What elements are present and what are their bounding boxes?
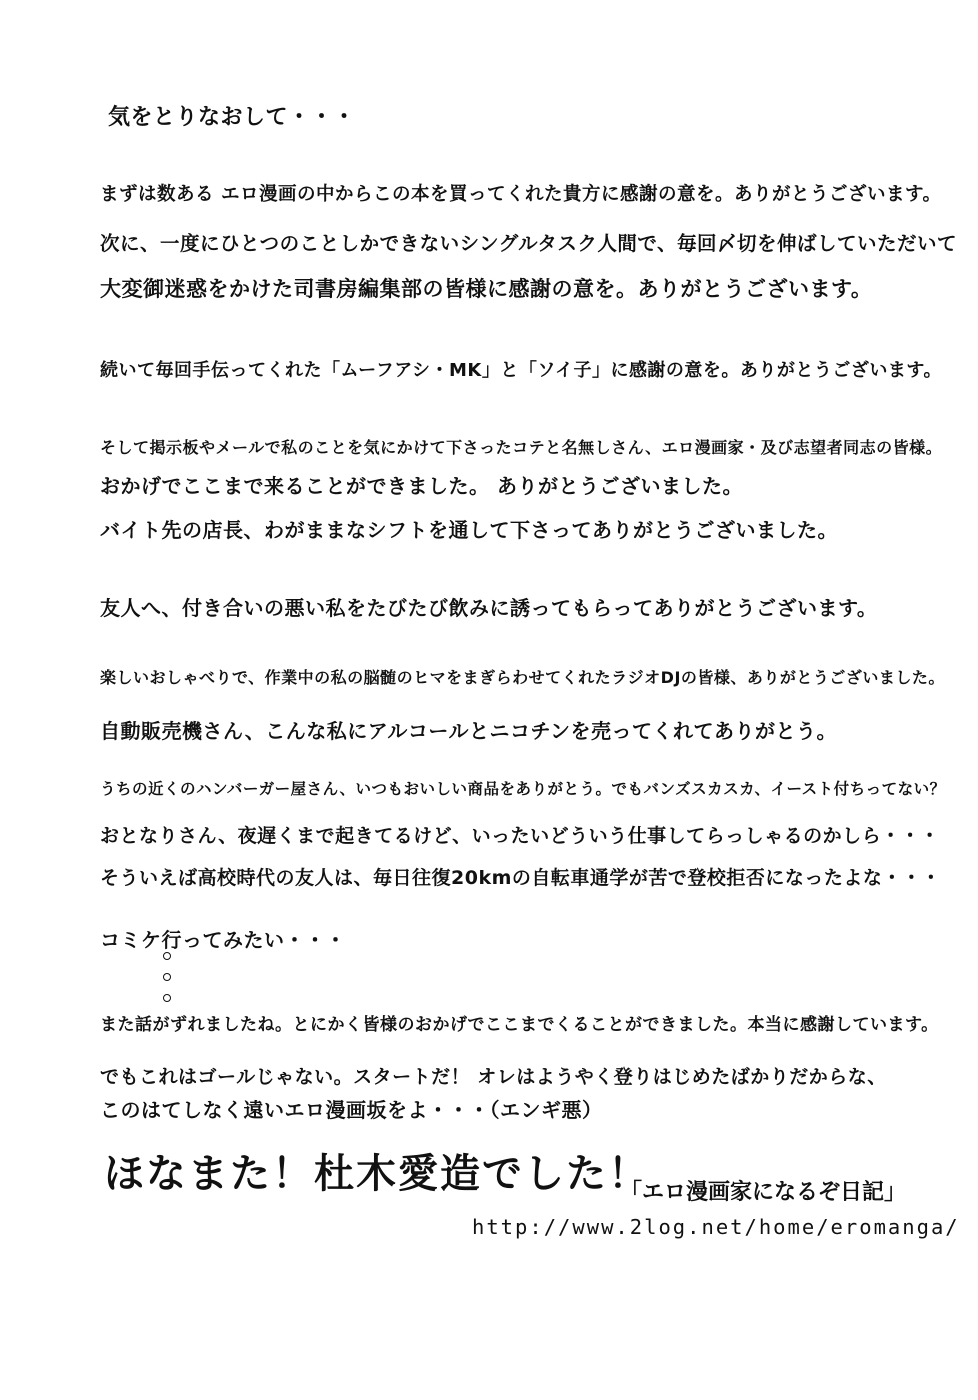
letter-line: 続いて毎回手伝ってくれた「ムーフアシ・MK」と「ソイ子」に感謝の意を。ありがとうございます。	[100, 360, 942, 381]
letter-line: おとなりさん、夜遅くまで起きてるけど、いったいどういう仕事してらっしゃるのかしら・・・	[100, 825, 940, 847]
letter-line: 次に、一度にひとつのことしかできないシングルタスク人間で、毎回〆切を伸ばしていただいて	[100, 232, 957, 255]
letter-line: うちの近くのハンバーガー屋さん、いつもおいしい商品をありがとう。でもバンズスカスカ、イースト付ちってない？	[100, 780, 946, 798]
ellipsis-dot	[163, 952, 171, 960]
letter-line: まずは数ある エロ漫画の中からこの本を買ってくれた貴方に感謝の意を。ありがとうございます。	[100, 184, 942, 205]
letter-line: でもこれはゴールじゃない。スタートだ！ オレはようやく登りはじめたばかりだからな、	[100, 1066, 887, 1088]
letter-line: コミケ行ってみたい・・・	[100, 928, 346, 952]
letter-line: そういえば高校時代の友人は、毎日往復20kmの自転車通学が苦で登校拒否になったよな・・・	[100, 867, 941, 889]
ellipsis-dot	[163, 994, 171, 1002]
letter-line: このはてしなく遠いエロ漫画坂をよ・・・（エンギ悪）	[100, 1098, 603, 1122]
letter-line: 大変御迷惑をかけた司書房編集部の皆様に感謝の意を。ありがとうございます。	[100, 277, 873, 301]
letter-line: 自動販売機さん、こんな私にアルコールとニコチンを売ってくれてありがとう。	[100, 719, 837, 743]
ellipsis-dot	[163, 973, 171, 981]
letter-line: そして掲示板やメールで私のことを気にかけて下さったコテと名無しさん、エロ漫画家・及び志望者同志の皆様。	[100, 438, 943, 457]
letter-line: また話がずれましたね。とにかく皆様のおかげでここまでくることができました。本当に感謝しています。	[100, 1015, 939, 1035]
opening-line: 気をとりなおして・・・	[108, 105, 356, 130]
letter-line: 楽しいおしゃべりで、作業中の私の脳髄のヒマをまぎらわせてくれたラジオDJの皆様、ありがとうございました。	[100, 668, 945, 687]
letter-line: 友人へ、付き合いの悪い私をたびたび飲みに誘ってもらってありがとうございます。	[100, 596, 878, 620]
letter-line: おかげでここまで来ることができました。 ありがとうございました。	[100, 474, 743, 498]
letter-line: バイト先の店長、わがままなシフトを通して下さってありがとうございました。	[100, 518, 838, 542]
author-signature: ほなまた！杜木愛造でした！	[104, 1151, 650, 1197]
blog-url: http://www.2log.net/home/eromanga/	[472, 1215, 960, 1239]
blog-title: 「エロ漫画家になるぞ日記」	[620, 1180, 907, 1205]
